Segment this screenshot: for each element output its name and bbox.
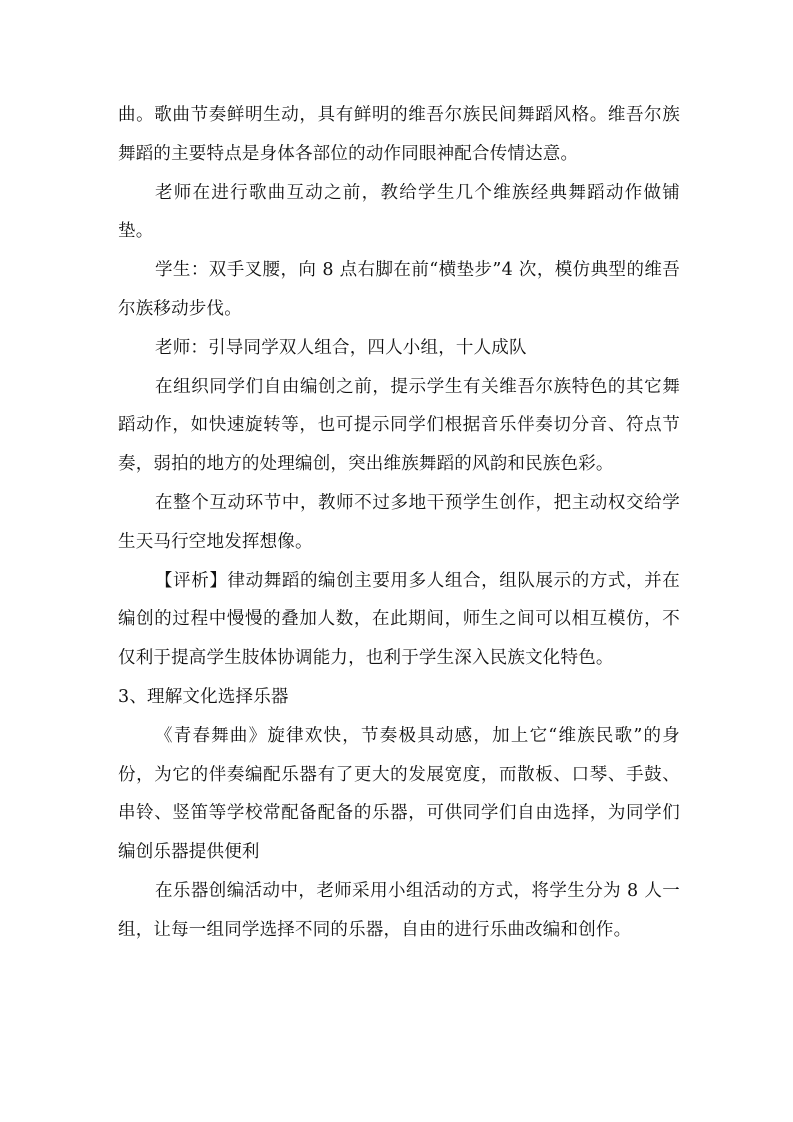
- paragraph-group-activity: 在乐器创编活动中，老师采用小组活动的方式，将学生分为 8 人一组，让每一组同学选择不同的乐器，自由的进行乐曲改编和创作。: [118, 880, 680, 940]
- paragraph-student-steps: 学生：双手叉腰，向 8 点右脚在前“横垫步”4 次，模仿典型的维吾尔族移动步伐。: [118, 260, 680, 319]
- document-body: [118, 96, 680, 950]
- paragraph-analysis: 【评析】律动舞蹈的编创主要用多人组合，组队展示的方式，并在编创的过程中慢慢的叠加人数，在此期间，师生之间可以相互模仿，不仅利于提高学生肢体协调能力，也利于学生深入民族文化特色。: [118, 570, 680, 669]
- paragraph-teacher-warmup: 老师在进行歌曲互动之前，教给学生几个维族经典舞蹈动作做铺垫。: [118, 182, 680, 242]
- paragraph-instruments: 《青春舞曲》旋律欢快，节奏极具动感，加上它“维族民歌”的身份，为它的伴奏编配乐器有了更大的发展宽度，而散板、口琴、手鼓、串铃、竖笛等学校常配备配备的乐器，可供同学们自由选择，为同学们编创乐器提供便利: [118, 725, 680, 863]
- paragraph-continuation: 曲。歌曲节奏鲜明生动，具有鲜明的维吾尔族民间舞蹈风格。维吾尔族舞蹈的主要特点是身体各部位的动作同眼神配合传情达意。: [118, 105, 680, 164]
- paragraph-interaction: 在整个互动环节中，教师不过多地干预学生创作，把主动权交给学生天马行空地发挥想像。: [118, 492, 680, 552]
- paragraph-teacher-grouping: 老师：引导同学双人组合，四人小组，十人成队: [155, 337, 527, 358]
- section-heading: 3、理解文化选择乐器: [118, 686, 289, 707]
- paragraph-free-creation: 在组织同学们自由编创之前，提示学生有关维吾尔族特色的其它舞蹈动作，如快速旋转等，也可提示同学们根据音乐伴奏切分音、符点节奏，弱拍的地方的处理编创，突出维族舞蹈的风韵和民族色彩。: [118, 376, 680, 475]
